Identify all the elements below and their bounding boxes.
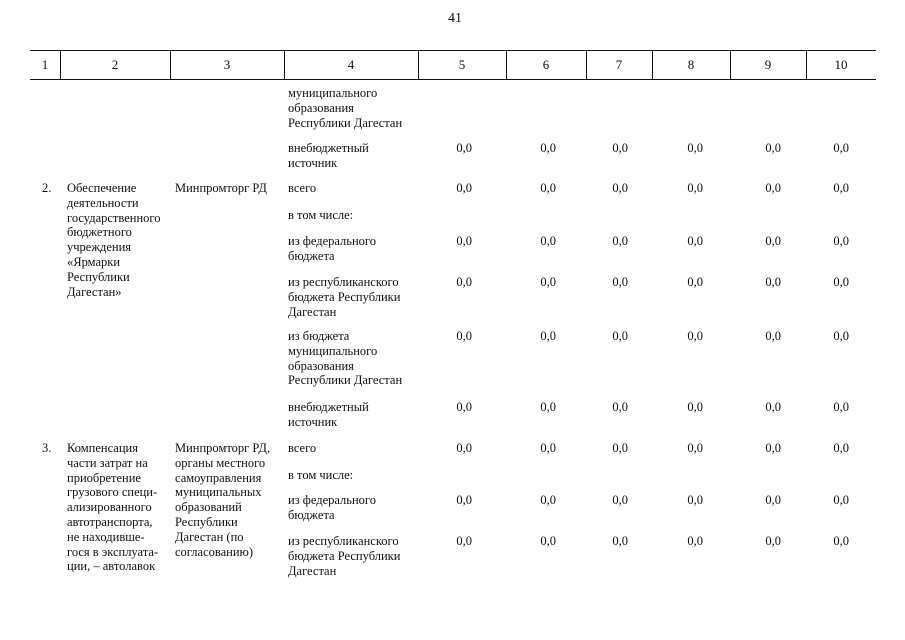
row-number: 3. <box>42 441 52 455</box>
value-cell: 0,0 <box>833 329 849 343</box>
header-cell-5: 5 <box>458 57 466 72</box>
header-cell-3: 3 <box>223 57 231 72</box>
value-cell: 0,0 <box>540 275 556 289</box>
event-name-line: учреждения <box>67 240 132 255</box>
source-line: муниципального <box>288 343 378 358</box>
event-name-line: не находивше- <box>67 529 145 544</box>
source-line: из республиканского <box>288 534 399 548</box>
value-cell: 0,0 <box>833 400 849 414</box>
page-number: 41 <box>448 11 462 26</box>
event-name-line: Дагестан» <box>67 284 122 299</box>
header-cell-2: 2 <box>111 57 119 72</box>
value-cell: 0,0 <box>612 329 628 343</box>
value-cell: 0,0 <box>540 400 556 414</box>
table-header-row <box>30 50 876 80</box>
source-line: Республики Дагестан <box>288 115 403 130</box>
event-name-line: Обеспечение <box>67 181 137 195</box>
executor-line: органы местного <box>175 455 266 470</box>
value-cell: 0,0 <box>833 234 849 248</box>
value-cell: 0,0 <box>456 234 472 248</box>
header-cell-10: 10 <box>834 57 848 72</box>
source-line: Дагестан <box>288 563 337 578</box>
source-line: из федерального <box>288 234 376 248</box>
source-line: Дагестан <box>288 304 337 319</box>
value-cell: 0,0 <box>612 181 628 195</box>
source-line: муниципального <box>288 86 378 100</box>
source-line: образования <box>288 100 354 115</box>
source-line: всего <box>288 441 317 455</box>
header-cell-7: 7 <box>615 57 623 72</box>
source-line: источник <box>288 155 338 170</box>
source-line: из республиканского <box>288 275 399 289</box>
value-cell: 0,0 <box>765 493 781 507</box>
event-name-line: бюджетного <box>67 225 132 240</box>
event-name-line: части затрат на <box>67 455 148 470</box>
source-line: бюджета <box>288 507 335 522</box>
executor-line: самоуправления <box>175 470 262 485</box>
executor-line: Дагестан (по <box>175 529 244 544</box>
value-cell: 0,0 <box>765 181 781 195</box>
value-cell: 0,0 <box>456 441 472 455</box>
source-line: из федерального <box>288 493 376 507</box>
value-cell: 0,0 <box>765 329 781 343</box>
header-cell-9: 9 <box>764 57 772 72</box>
value-cell: 0,0 <box>612 234 628 248</box>
row-number: 2. <box>42 181 52 195</box>
value-cell: 0,0 <box>456 329 472 343</box>
source-line: бюджета Республики <box>288 548 401 563</box>
value-cell: 0,0 <box>540 441 556 455</box>
event-name-line: «Ярмарки <box>67 255 121 269</box>
value-cell: 0,0 <box>456 275 472 289</box>
event-name-line: Компенсация <box>67 441 138 455</box>
source-line: внебюджетный <box>288 141 369 155</box>
event-name-line: автотранспорта, <box>67 515 153 529</box>
value-cell: 0,0 <box>456 141 472 155</box>
event-name-line: деятельности <box>67 195 139 210</box>
source-line: в том числе: <box>288 208 354 222</box>
source-line: из бюджета <box>288 329 350 343</box>
event-name-line: ализированного <box>67 500 152 515</box>
value-cell: 0,0 <box>833 181 849 195</box>
event-name-line: государственного <box>67 210 161 225</box>
value-cell: 0,0 <box>833 441 849 455</box>
value-cell: 0,0 <box>765 275 781 289</box>
value-cell: 0,0 <box>687 329 703 343</box>
value-cell: 0,0 <box>612 275 628 289</box>
value-cell: 0,0 <box>456 493 472 507</box>
source-line: бюджета Республики <box>288 289 401 304</box>
value-cell: 0,0 <box>540 181 556 195</box>
event-name-line: приобретение <box>67 470 141 485</box>
value-cell: 0,0 <box>456 534 472 548</box>
value-cell: 0,0 <box>540 534 556 548</box>
value-cell: 0,0 <box>456 400 472 414</box>
value-cell: 0,0 <box>833 141 849 155</box>
executor-line: образований <box>175 500 242 515</box>
value-cell: 0,0 <box>687 181 703 195</box>
executor-line: согласованию) <box>175 544 254 559</box>
value-cell: 0,0 <box>765 234 781 248</box>
source-line: образования <box>288 358 354 373</box>
header-cell-4: 4 <box>347 57 355 72</box>
value-cell: 0,0 <box>612 493 628 507</box>
value-cell: 0,0 <box>612 400 628 414</box>
value-cell: 0,0 <box>765 141 781 155</box>
header-cell-1: 1 <box>41 57 49 72</box>
value-cell: 0,0 <box>687 275 703 289</box>
value-cell: 0,0 <box>687 400 703 414</box>
value-cell: 0,0 <box>687 441 703 455</box>
source-line: внебюджетный <box>288 400 369 414</box>
value-cell: 0,0 <box>540 329 556 343</box>
executor-line: Республики <box>175 515 238 529</box>
event-name-line: гося в эксплуата- <box>67 544 159 559</box>
value-cell: 0,0 <box>540 234 556 248</box>
value-cell: 0,0 <box>687 493 703 507</box>
value-cell: 0,0 <box>612 441 628 455</box>
source-line: Республики Дагестан <box>288 373 403 388</box>
header-cell-8: 8 <box>687 57 695 72</box>
executor-line: муниципальных <box>175 485 262 500</box>
source-line: источник <box>288 414 338 429</box>
value-cell: 0,0 <box>456 181 472 195</box>
value-cell: 0,0 <box>540 493 556 507</box>
value-cell: 0,0 <box>833 275 849 289</box>
value-cell: 0,0 <box>765 441 781 455</box>
value-cell: 0,0 <box>687 234 703 248</box>
event-name-line: грузового специ- <box>67 485 158 500</box>
source-line: всего <box>288 181 317 195</box>
source-line: бюджета <box>288 248 335 263</box>
value-cell: 0,0 <box>833 493 849 507</box>
executor-line: Минпромторг РД, <box>175 441 271 455</box>
value-cell: 0,0 <box>540 141 556 155</box>
value-cell: 0,0 <box>765 400 781 414</box>
value-cell: 0,0 <box>765 534 781 548</box>
value-cell: 0,0 <box>833 534 849 548</box>
value-cell: 0,0 <box>612 534 628 548</box>
value-cell: 0,0 <box>687 141 703 155</box>
executor-line: Минпромторг РД <box>175 181 267 195</box>
header-cell-6: 6 <box>542 57 550 72</box>
value-cell: 0,0 <box>687 534 703 548</box>
source-line: в том числе: <box>288 468 354 482</box>
value-cell: 0,0 <box>612 141 628 155</box>
event-name-line: Республики <box>67 269 130 284</box>
event-name-line: ции, – автолавок <box>67 559 156 574</box>
